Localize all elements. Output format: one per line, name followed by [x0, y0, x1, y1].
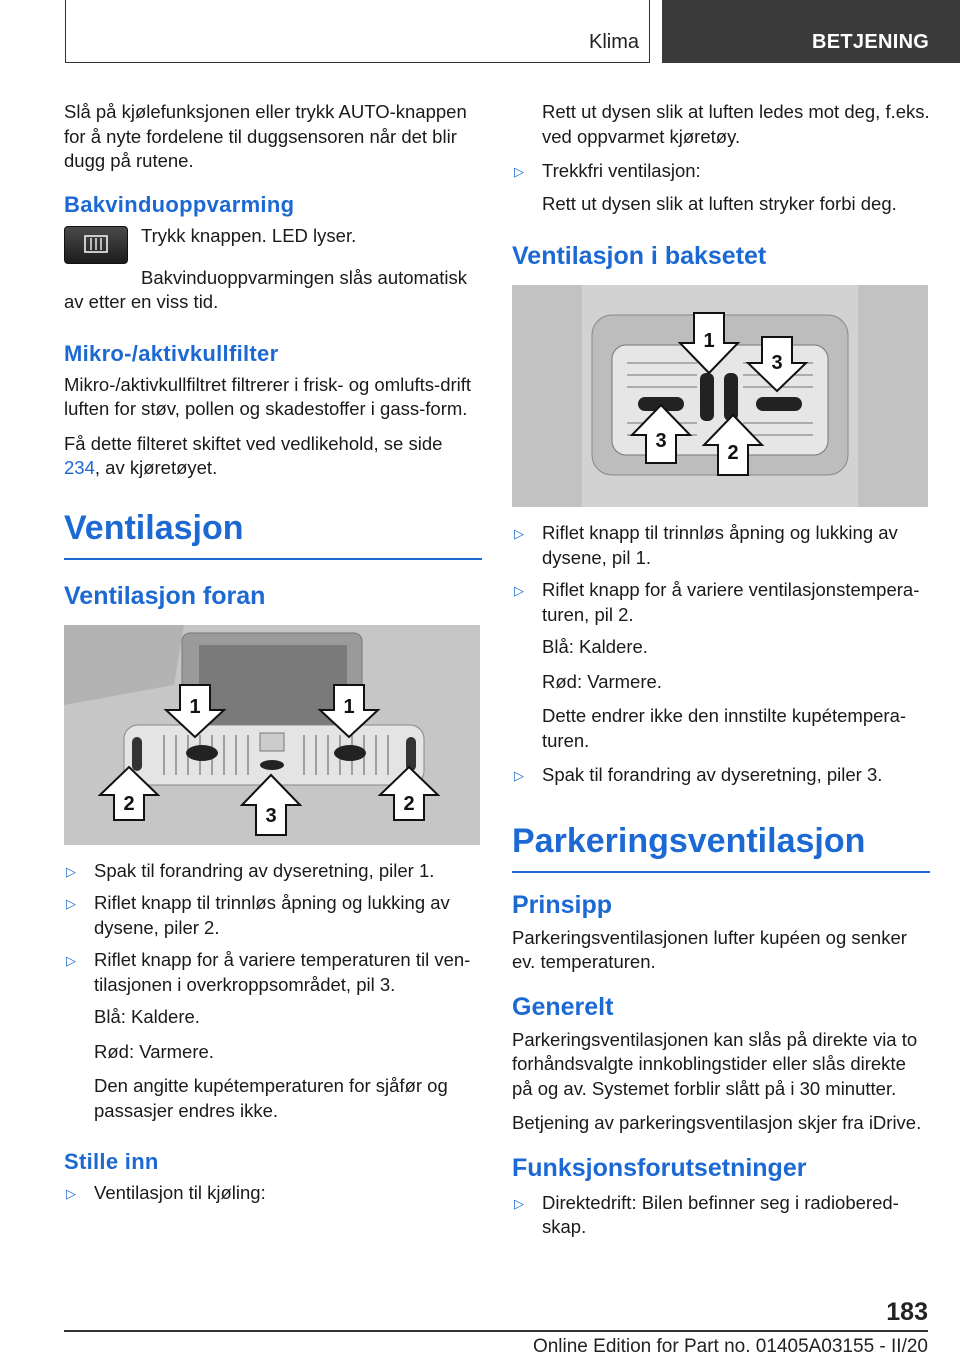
rear-label-2: 2	[727, 442, 739, 464]
setting-bullet: ▷ Ventilasjon til kjøling:	[64, 1181, 482, 1206]
title-parking-ventilation: Parkeringsventilasjon	[512, 822, 930, 873]
rear-label-3a: 3	[771, 352, 783, 374]
heading-rear-defrost: Bakvinduoppvarming	[64, 191, 295, 217]
title-ventilation: Ventilasjon	[64, 509, 482, 560]
left-column	[64, 100, 482, 1214]
triangle-bullet-icon: ▷	[514, 583, 524, 598]
general-text-2: Betjening av parkeringsventilasjon skjer fra iDrive.	[512, 1112, 922, 1133]
front-note: Den angitte kupétemperaturen for sjåfør og passasjer endres ikke.	[94, 1075, 448, 1121]
rear-bullet-3: ▷ Spak til forandring av dyseretning, piler 3.	[512, 763, 930, 788]
filter-paragraph-2: Få dette filteret skiftet ved vedlikehold, se side 234, av kjøretøyet.	[64, 432, 443, 478]
rear-defrost-block	[64, 224, 482, 276]
prerequisite-bullet: ▷ Direktedrift: Bilen befinner seg i radiobered-skap.	[514, 1191, 899, 1237]
triangle-bullet-icon: ▷	[514, 164, 524, 179]
footer-divider	[64, 1330, 928, 1332]
triangle-bullet-icon: ▷	[66, 896, 76, 911]
heading-general: Generelt	[512, 992, 614, 1021]
heading-filter: Mikro-/aktivkullfilter	[64, 340, 279, 366]
front-red-label: Rød: Varmere.	[94, 1040, 214, 1062]
front-label-2b: 2	[403, 792, 415, 815]
front-blue-label: Blå: Kaldere.	[94, 1006, 200, 1027]
right-column	[512, 100, 930, 1248]
front-bullet-2: ▷ Riflet knapp til trinnløs åpning og lukking av dysene, piler 2.	[66, 892, 450, 938]
general-text-1: Parkeringsventilasjonen kan slås på direkte via to forhåndsvalgte innkoblingstider eller slås direkte på og av. Systemet forblir slått på i 30 minutter.	[512, 1028, 918, 1099]
front-label-1a: 1	[189, 695, 201, 718]
rear-label-3b: 3	[655, 430, 667, 452]
header-frame	[65, 0, 650, 63]
rear-bullet-2: ▷ Riflet knapp for å variere ventilasjonstempera-turen, pil 2.	[514, 579, 920, 625]
edition-footer: Online Edition for Part no. 01405A03155 - II/20	[532, 1336, 928, 1357]
rear-bullet-1: ▷ Riflet knapp til trinnløs åpning og lukking av dysene, pil 1.	[514, 522, 898, 568]
triangle-bullet-icon: ▷	[514, 768, 524, 783]
triangle-bullet-icon: ▷	[66, 953, 76, 968]
draft-free-bullet: ▷ Trekkfri ventilasjon:	[512, 159, 930, 184]
rear-vents-figure	[512, 285, 928, 507]
rear-defrost-line1: Trykk knappen. LED lyser.	[141, 224, 357, 246]
front-bullet-3: ▷ Riflet knapp for å variere temperaturen til ven-tilasjonen i overkroppsområdet, pil 3.	[66, 949, 471, 995]
heading-principle: Prinsipp	[512, 890, 613, 919]
front-label-1b: 1	[343, 695, 355, 718]
front-vents-figure	[64, 625, 480, 845]
rear-label-1: 1	[703, 330, 715, 352]
rear-defrost-line2: Bakvinduoppvarmingen slås automatisk av etter en viss tid.	[64, 266, 467, 312]
page-number: 183	[886, 1298, 928, 1326]
draft-free-continuation: Rett ut dysen slik at luften stryker forbi deg.	[542, 192, 897, 214]
rear-red-label: Rød: Varmere.	[542, 670, 662, 692]
heading-setting: Stille inn	[64, 1149, 159, 1174]
heading-prerequisites: Funksjonsforutsetninger	[512, 1153, 807, 1182]
principle-text: Parkeringsventilasjonen lufter kupéen og senker ev. temperaturen.	[512, 926, 907, 972]
front-bullet-1: ▷ Spak til forandring av dyseretning, piler 1.	[64, 859, 482, 884]
section-title: Klima	[588, 31, 639, 53]
heading-front-ventilation: Ventilasjon foran	[64, 581, 266, 610]
front-label-3: 3	[265, 804, 277, 827]
intro-paragraph: Slå på kjølefunksjonen eller trykk AUTO-knappen for å nyte fordelene til duggsensoren når det blir dugg på rutene.	[64, 101, 467, 171]
cooling-continuation: Rett ut dysen slik at luften ledes mot deg, f.eks. ved oppvarmet kjøretøy.	[542, 101, 930, 147]
front-label-2a: 2	[123, 792, 135, 815]
heading-rear-ventilation: Ventilasjon i baksetet	[512, 242, 767, 270]
triangle-bullet-icon: ▷	[66, 863, 76, 879]
triangle-bullet-icon: ▷	[514, 526, 524, 541]
triangle-bullet-icon: ▷	[514, 1195, 524, 1211]
rear-note: Dette endrer ikke den innstilte kupétempera-turen.	[542, 705, 907, 751]
page-reference-link[interactable]: 234	[64, 457, 95, 478]
rear-window-defrost-button-icon	[64, 226, 128, 264]
filter-paragraph-1: Mikro-/aktivkullfiltret filtrerer i frisk- og omlufts-drift luften for støv, pollen og skadestoffer i gass-form.	[64, 373, 472, 419]
chapter-tab: BETJENING	[662, 0, 960, 63]
rear-blue-label: Blå: Kaldere.	[542, 636, 648, 657]
triangle-bullet-icon: ▷	[66, 1186, 76, 1201]
